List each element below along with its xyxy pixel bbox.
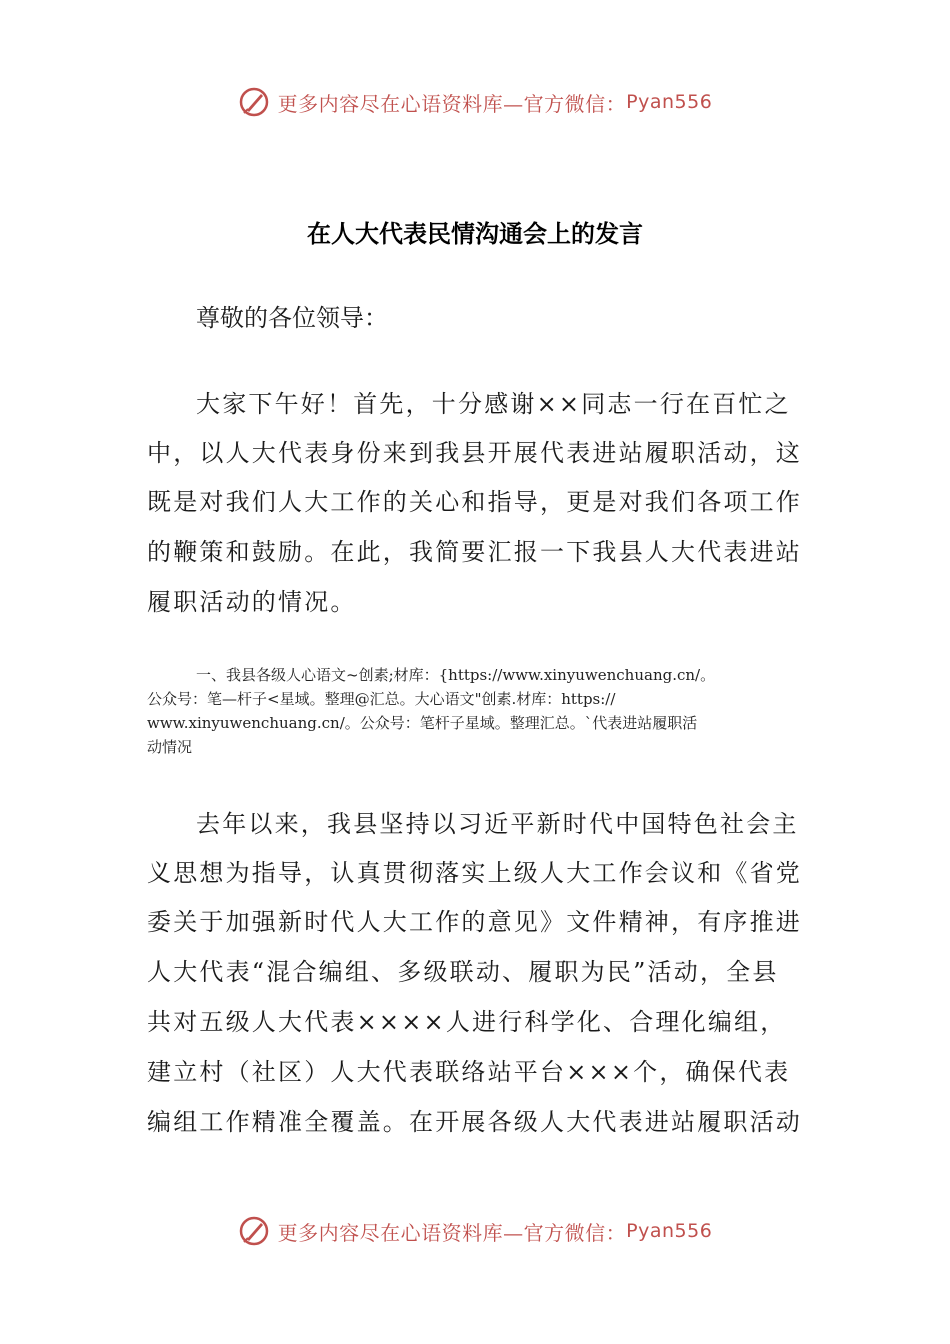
header-watermark-banner bbox=[0, 82, 950, 122]
banner-wechat-id: Pyan556 bbox=[626, 1220, 713, 1242]
paragraph-line: 建立村（社区）人大代表联络站平台×××个，确保代表 bbox=[147, 1058, 791, 1086]
document-title: 在人大代表民情沟通会上的发言 bbox=[307, 220, 643, 248]
paragraph-line: 人大代表“混合编组、多级联动、履职为民”活动，全县 bbox=[147, 958, 779, 986]
banner-text: 更多内容尽在心语资料库—官方微信： bbox=[277, 1220, 627, 1245]
paragraph-line: 编组工作精准全覆盖。在开展各级人大代表进站履职活动 bbox=[147, 1108, 802, 1136]
quill-logo-icon bbox=[238, 1215, 270, 1247]
footer-watermark-banner bbox=[0, 1211, 950, 1251]
section-heading-line: 动情况 bbox=[147, 738, 193, 756]
paragraph-line: 去年以来，我县坚持以习近平新时代中国特色社会主 bbox=[196, 810, 799, 838]
paragraph-line: 大家下午好！首先，十分感谢××同志一行在百忙之 bbox=[196, 390, 791, 418]
section-heading-line: 公众号：笔—杆子<星域。整理@汇总。大心语文"创素.材库：https:// bbox=[147, 690, 616, 708]
salutation: 尊敬的各位领导： bbox=[196, 304, 388, 332]
paragraph-line: 的鞭策和鼓励。在此，我简要汇报一下我县人大代表进站 bbox=[147, 538, 802, 566]
paragraph-line: 既是对我们人大工作的关心和指导，更是对我们各项工作 bbox=[147, 488, 802, 516]
paragraph-line: 共对五级人大代表××××人进行科学化、合理化编组， bbox=[147, 1008, 787, 1036]
paragraph-line: 履职活动的情况。 bbox=[147, 588, 357, 616]
paragraph-line: 委关于加强新时代人大工作的意见》文件精神，有序推进 bbox=[147, 908, 802, 936]
section-heading-line: www.xinyuwenchuang.cn/。公众号：笔杆子星域。整理汇总。`代表进站履职活 bbox=[147, 714, 698, 732]
banner-wechat-id: Pyan556 bbox=[626, 91, 713, 113]
quill-logo-icon bbox=[238, 86, 270, 118]
section-heading-line: 一、我县各级人心语文~创素;材库：{https://www.xinyuwenchuang.cn/。 bbox=[196, 666, 716, 684]
paragraph-line: 义思想为指导，认真贯彻落实上级人大工作会议和《省党 bbox=[147, 859, 802, 887]
banner-text: 更多内容尽在心语资料库—官方微信： bbox=[277, 91, 627, 116]
paragraph-line: 中，以人大代表身份来到我县开展代表进站履职活动，这 bbox=[147, 439, 802, 467]
